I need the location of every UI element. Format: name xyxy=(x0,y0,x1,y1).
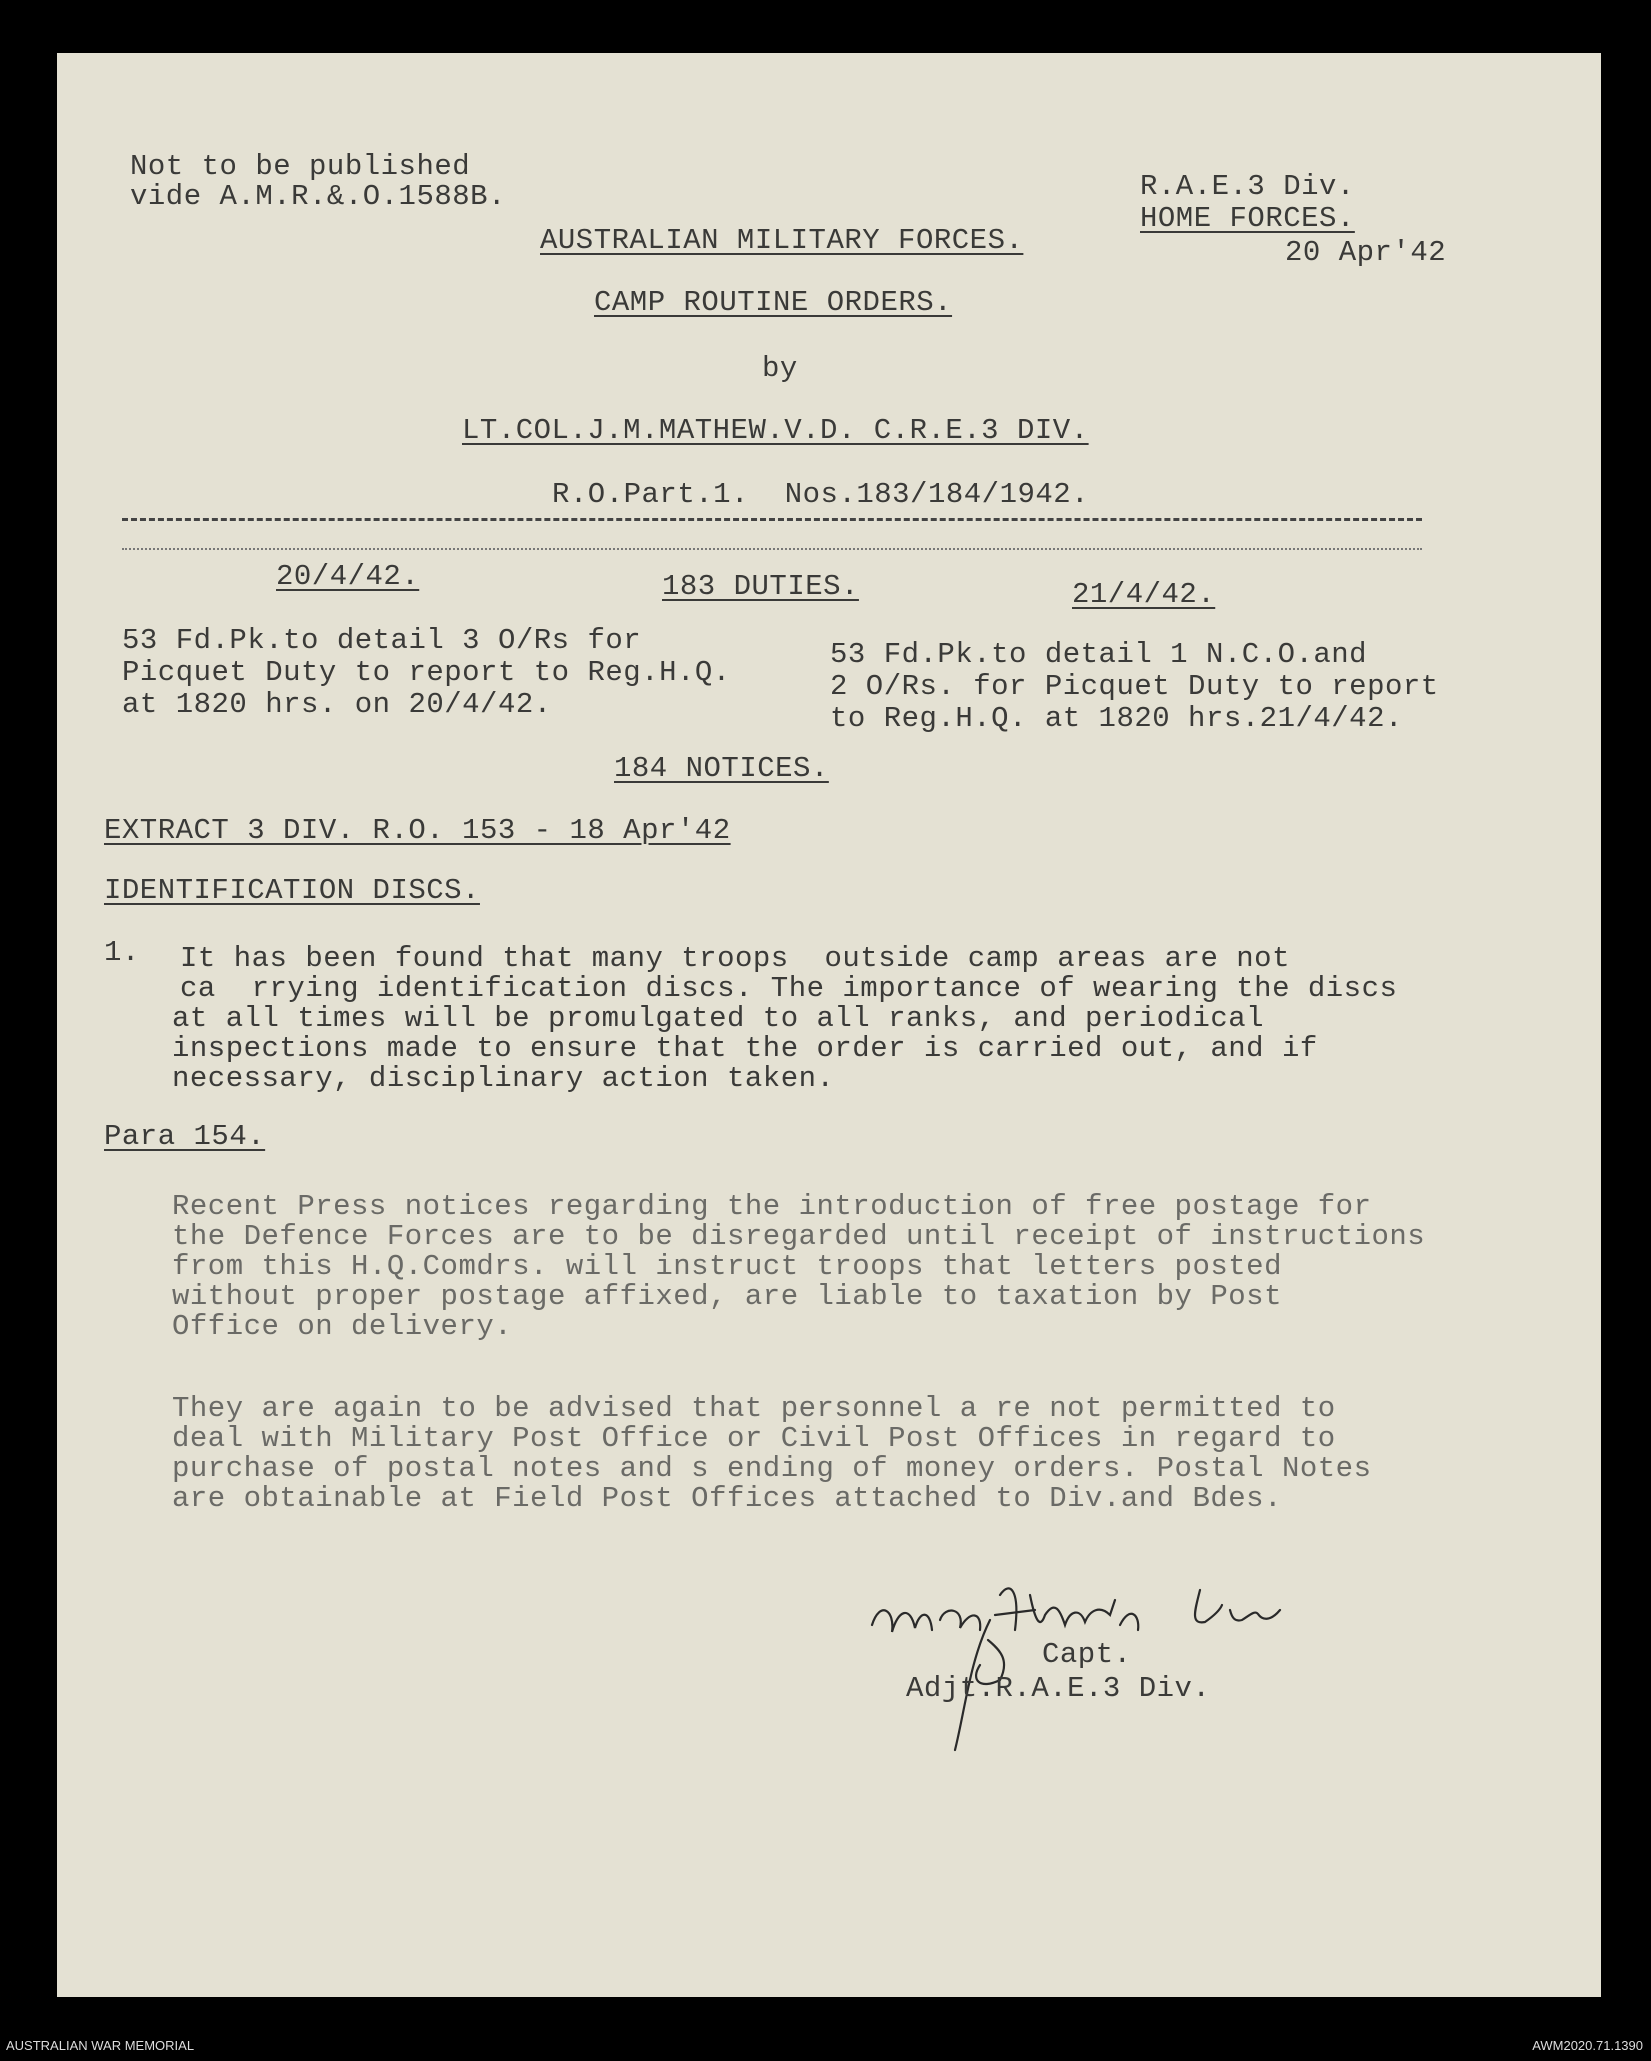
paragraph-3-line-4: are obtainable at Field Post Offices attached to Div.and Bdes. xyxy=(172,1482,1282,1515)
signature-title: Adjt.R.A.E.3 Div. xyxy=(906,1672,1211,1705)
order-reference: R.O.Part.1. Nos.183/184/1942. xyxy=(552,478,1090,511)
divider-dotted xyxy=(122,548,1422,550)
duties-left-line-2: Picquet Duty to report to Reg.H.Q. xyxy=(122,656,731,689)
paragraph-2-line-2: the Defence Forces are to be disregarded until receipt of instructions xyxy=(172,1220,1426,1253)
paragraph-1-line-3: at all times will be promulgated to all ranks, and periodical xyxy=(172,1002,1265,1035)
duties-right-date: 21/4/42. xyxy=(1072,578,1216,611)
by-line: by xyxy=(762,352,798,385)
identification-discs-heading: IDENTIFICATION DISCS. xyxy=(104,874,480,907)
paragraph-2-line-5: Office on delivery. xyxy=(172,1310,513,1343)
paragraph-1-number: 1. xyxy=(104,936,140,969)
para-154-heading: Para 154. xyxy=(104,1120,266,1153)
officer-line: LT.COL.J.M.MATHEW.V.D. C.R.E.3 DIV. xyxy=(462,414,1089,447)
order-date: 20 Apr'42 xyxy=(1285,236,1447,269)
duties-right-line-3: to Reg.H.Q. at 1820 hrs.21/4/42. xyxy=(830,702,1403,735)
paragraph-3-line-1: They are again to be advised that personnel a re not permitted to xyxy=(172,1392,1336,1425)
paragraph-1-line-4: inspections made to ensure that the order is carried out, and if xyxy=(172,1032,1318,1065)
duties-left-date: 20/4/42. xyxy=(276,560,420,593)
paragraph-3-line-2: deal with Military Post Office or Civil Post Offices in regard to xyxy=(172,1422,1336,1455)
duties-right-line-1: 53 Fd.Pk.to detail 1 N.C.O.and xyxy=(830,638,1368,671)
duties-heading: 183 DUTIES. xyxy=(662,570,859,603)
duties-right-line-2: 2 O/Rs. for Picquet Duty to report xyxy=(830,670,1439,703)
footer-accession-number: AWM2020.71.1390 xyxy=(1532,2038,1643,2053)
divider-dashed xyxy=(122,518,1422,521)
duties-left-line-1: 53 Fd.Pk.to detail 3 O/Rs for xyxy=(122,624,642,657)
paragraph-1-line-5: necessary, disciplinary action taken. xyxy=(172,1062,835,1095)
extract-reference: EXTRACT 3 DIV. R.O. 153 - 18 Apr'42 xyxy=(104,814,731,847)
paragraph-2-line-3: from this H.Q.Comdrs. will instruct troops that letters posted xyxy=(172,1250,1282,1283)
notices-heading: 184 NOTICES. xyxy=(614,752,829,785)
forces-title: AUSTRALIAN MILITARY FORCES. xyxy=(540,224,1024,257)
unit-line-1: R.A.E.3 Div. xyxy=(1140,170,1355,203)
footer-institution: AUSTRALIAN WAR MEMORIAL xyxy=(6,2038,195,2053)
paragraph-1-line-1: It has been found that many troops outside camp areas are not xyxy=(180,942,1290,975)
restriction-line-2: vide A.M.R.&.O.1588B. xyxy=(130,180,506,213)
restriction-line-1: Not to be published xyxy=(130,150,471,183)
paragraph-2-line-1: Recent Press notices regarding the introduction of free postage for xyxy=(172,1190,1372,1223)
signature-rank: Capt. xyxy=(1042,1638,1132,1671)
duties-left-line-3: at 1820 hrs. on 20/4/42. xyxy=(122,688,552,721)
paragraph-3-line-3: purchase of postal notes and s ending of money orders. Postal Notes xyxy=(172,1452,1372,1485)
orders-title: CAMP ROUTINE ORDERS. xyxy=(594,286,953,319)
paragraph-1-line-2: ca rrying identification discs. The importance of wearing the discs xyxy=(180,972,1398,1005)
unit-line-2: HOME FORCES. xyxy=(1140,202,1355,235)
paragraph-2-line-4: without proper postage affixed, are liable to taxation by Post xyxy=(172,1280,1282,1313)
